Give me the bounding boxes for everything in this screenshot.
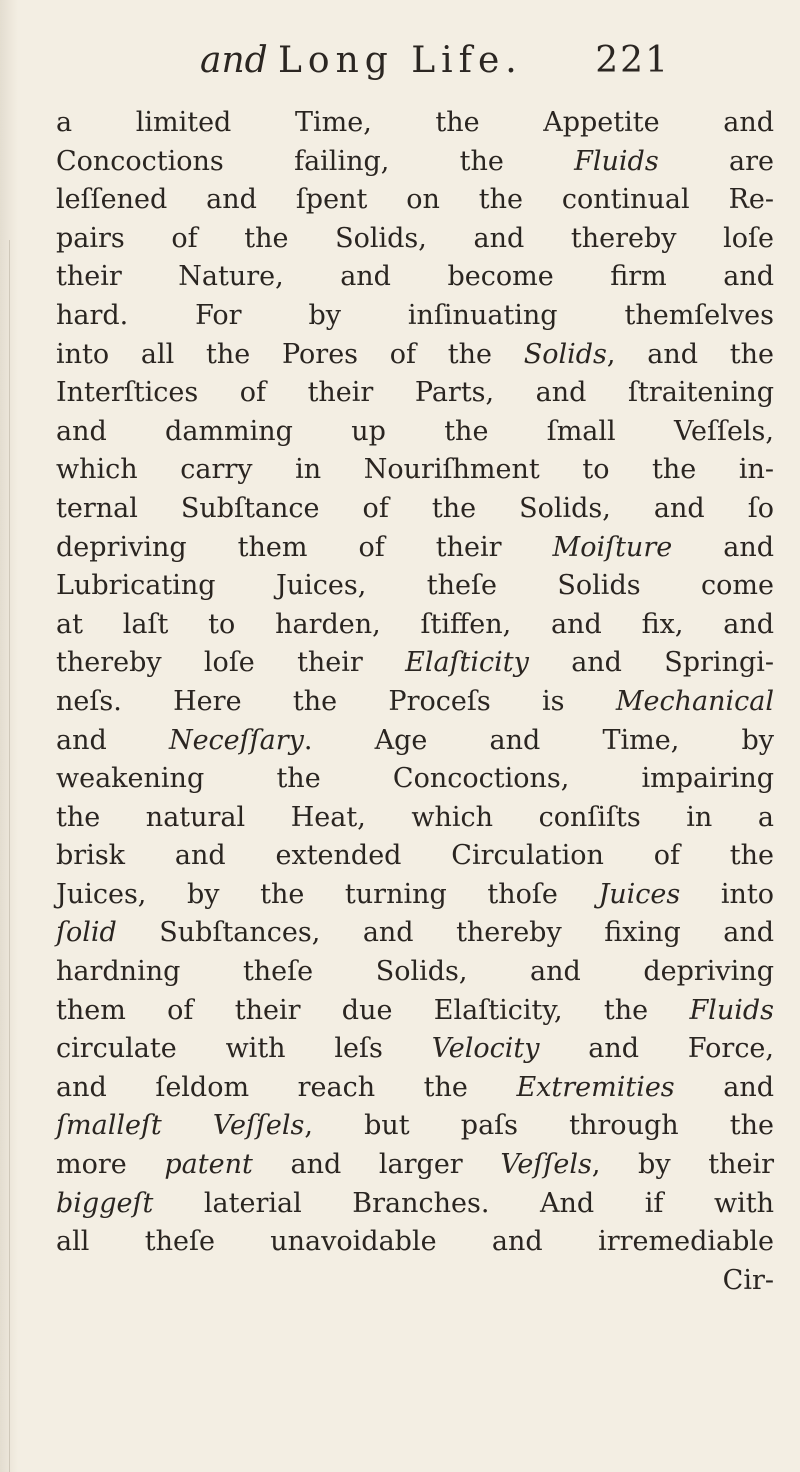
text-line: [56, 336, 774, 375]
page-gutter-line: [9, 240, 10, 1472]
text-line: [56, 644, 774, 683]
text-run: , but paſs through the: [304, 1110, 774, 1142]
text-run: thereby loſe their: [56, 647, 406, 679]
text-run: which carry in Nouriſhment to the in-: [56, 454, 774, 486]
text-line: [56, 529, 774, 568]
text-line: [56, 1185, 774, 1224]
text-line: [56, 104, 774, 143]
text-run: into: [680, 878, 774, 910]
text-run: Concoctions failing, the: [56, 145, 575, 177]
text-line: [56, 258, 774, 297]
text-line: [56, 606, 774, 645]
header-and: and: [200, 40, 268, 81]
page-number: 221: [595, 40, 670, 81]
text-run: a limited Time, the Appetite and: [56, 107, 774, 138]
text-run: are: [658, 145, 774, 177]
text-line: [56, 1146, 774, 1185]
text-line: [56, 567, 774, 606]
text-run: Cir-: [722, 1264, 774, 1296]
italic-word: Moiſture: [552, 531, 673, 563]
text-run: . Age and Time, by: [303, 724, 774, 756]
text-run: and damming up the ſmall Veſſels,: [56, 415, 774, 447]
text-run: more: [56, 1149, 165, 1181]
text-run: Lubricating Juices, theſe Solids come: [56, 570, 774, 602]
text-line: [56, 683, 774, 722]
text-run: leſſened and ſpent on the continual Re-: [56, 184, 774, 216]
italic-word: Juices: [598, 878, 681, 910]
text-run: hardning theſe Solids, and depriving: [56, 956, 774, 988]
text-run: weakening the Concoctions, impairing: [56, 763, 774, 795]
text-run: ternal Subſtance of the Solids, and ſo: [56, 492, 774, 524]
text-run: the natural Heat, which conſiſts in a: [56, 801, 774, 833]
text-line: [56, 953, 774, 992]
text-run: Juices, by the turning thoſe: [56, 878, 599, 910]
text-line: [56, 799, 774, 838]
text-run: and Force,: [539, 1033, 774, 1065]
text-line: [56, 1223, 774, 1262]
text-run: their Nature, and become firm and: [56, 261, 774, 293]
text-run: and: [672, 531, 774, 563]
text-line: [56, 297, 774, 336]
running-header: [200, 36, 670, 92]
italic-word: Fluids: [689, 994, 774, 1026]
text-run: Subſtances, and thereby fixing and: [116, 917, 774, 949]
italic-word: Elaſticity: [405, 647, 529, 679]
text-line: [56, 760, 774, 799]
italic-word: Extremities: [516, 1071, 675, 1103]
text-run: all theſe unavoidable and irremediable: [56, 1226, 774, 1258]
text-run: hard. For by inſinuating themſelves: [56, 299, 774, 331]
text-line: [56, 914, 774, 953]
text-run: brisk and extended Circulation of the: [56, 840, 774, 872]
text-line: [56, 143, 774, 182]
text-line: [56, 1069, 774, 1108]
text-run: , by their: [591, 1149, 774, 1181]
text-run: and Springi-: [528, 647, 774, 679]
italic-word: Solids: [523, 338, 607, 370]
text-line: [56, 722, 774, 761]
text-line: [56, 1262, 774, 1301]
text-run: , and the: [606, 338, 774, 370]
text-line: [56, 1107, 774, 1146]
text-line: [56, 451, 774, 490]
body-text: [56, 104, 774, 1300]
text-run: and: [674, 1071, 774, 1103]
text-line: [56, 181, 774, 220]
text-run: and ſeldom reach the: [56, 1071, 517, 1103]
text-line: [56, 490, 774, 529]
header-title: Long Life.: [278, 40, 523, 81]
text-line: [56, 992, 774, 1031]
text-run: laterial Branches. And if with: [153, 1187, 774, 1219]
italic-word: Veſſels: [500, 1149, 592, 1181]
italic-word: Mechanical: [615, 685, 774, 717]
italic-word: ſolid: [56, 917, 117, 949]
text-line: [56, 837, 774, 876]
text-run: into all the Pores of the: [56, 338, 524, 370]
text-line: [56, 374, 774, 413]
text-line: [56, 220, 774, 259]
italic-word: biggeſt: [56, 1187, 154, 1219]
text-line: [56, 1030, 774, 1069]
text-run: pairs of the Solids, and thereby loſe: [56, 222, 774, 254]
text-run: and larger: [252, 1149, 501, 1181]
italic-word: Fluids: [574, 145, 659, 177]
text-run: and: [56, 724, 169, 756]
italic-word: Velocity: [431, 1033, 540, 1065]
italic-word: ſmalleſt Veſſels: [56, 1110, 305, 1142]
text-run: Interſtices of their Parts, and ſtraitening: [56, 377, 774, 409]
text-line: [56, 413, 774, 452]
italic-word: patent: [164, 1149, 253, 1181]
text-run: circulate with leſs: [56, 1033, 432, 1065]
text-run: depriving them of their: [56, 531, 553, 563]
text-run: neſs. Here the Proceſs is: [56, 685, 616, 717]
text-run: them of their due Elaſticity, the: [56, 994, 690, 1026]
text-run: at laſt to harden, ſtiffen, and fix, and: [56, 608, 774, 640]
text-line: [56, 876, 774, 915]
italic-word: Neceſſary: [168, 724, 304, 756]
